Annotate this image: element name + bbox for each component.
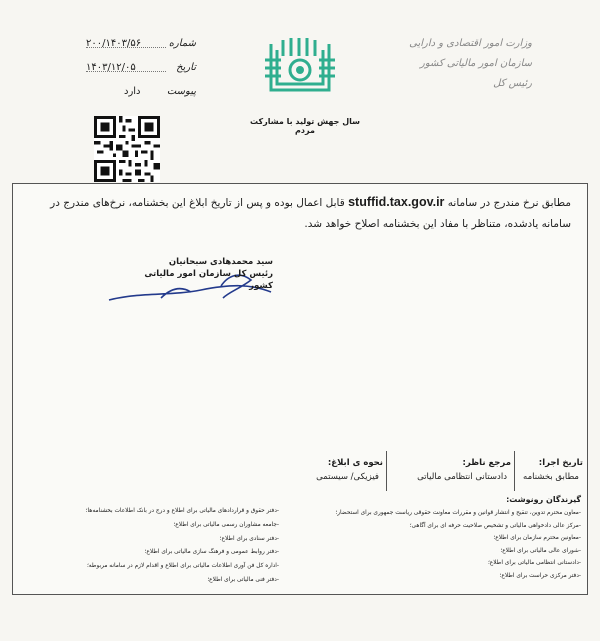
number-label: شماره bbox=[168, 38, 196, 49]
list-item: -مرکز عالی دادخواهی مالیاتی و تشخیص صلاحیت حرفه ای برای آگاهی؛ bbox=[409, 522, 581, 529]
execution-date-value: مطابق بخشنامه bbox=[523, 472, 579, 482]
date-value: ۱۴۰۳/۱۲/۰۵ bbox=[86, 62, 136, 73]
attachment-label: پیوست bbox=[166, 86, 196, 97]
execution-date-cell bbox=[514, 451, 587, 491]
attachment-value: دارد bbox=[124, 86, 141, 97]
stuffid-url: stuffid.tax.gov.ir bbox=[348, 195, 445, 209]
number-value: ۲۰۰/۱۴۰۳/۵۶ bbox=[86, 38, 142, 49]
list-item: -دفتر سنادی برای اطلاع؛ bbox=[219, 535, 279, 542]
supervising-authority-value: دادستانی انتظامی مالیاتی bbox=[417, 472, 507, 482]
signer-title: رئیس کل سازمان امور مالیاتی کشور bbox=[144, 269, 273, 291]
list-item: -شورای عالی مالیاتی برای اطلاع؛ bbox=[500, 547, 581, 554]
circular-info-table bbox=[12, 451, 588, 492]
list-item: -دفتر روابط عمومی و فرهنگ سازی مالیاتی برای اطلاع؛ bbox=[144, 549, 279, 556]
notification-method-value: فیزیکی/ سیستمی bbox=[316, 472, 379, 482]
org-line-ministry: وزارت امور اقتصادی و دارایی bbox=[409, 38, 532, 49]
organization-heading bbox=[382, 34, 532, 94]
list-item: -دادستانی انتظامی مالیاتی برای اطلاع؛ bbox=[487, 560, 581, 567]
body-text-after-url: قابل اعمال بوده و پس از تاریخ ابلاغ این بخشنامه، نرخ‌های مندرج در سامانه یادشده، متناظر با مفاد این بخشنامه اصلاح خواهد شد. bbox=[50, 197, 571, 230]
recipients-title: گیرندگان رونوشت: bbox=[506, 495, 581, 504]
list-item: -دفتر حقوق و قراردادهای مالیاتی برای اطلاع و درج در بانک اطلاعات بخشنامه‌ها؛ bbox=[85, 508, 279, 514]
letter-body bbox=[12, 183, 588, 453]
qr-code-icon bbox=[93, 116, 161, 182]
body-paragraph bbox=[23, 192, 571, 235]
org-line-head: رئیس کل bbox=[493, 78, 532, 89]
year-slogan: سال جهش تولید با مشارکت مردم bbox=[249, 117, 361, 135]
supervising-authority-label: مرجع ناظر: bbox=[462, 458, 511, 468]
list-item: -دفتر مرکزی حراست برای اطلاع؛ bbox=[499, 572, 581, 579]
notification-method-label: نحوه ی ابلاغ: bbox=[327, 458, 383, 468]
number-row bbox=[86, 38, 196, 52]
copy-recipients bbox=[12, 491, 588, 595]
org-line-organization: سازمان امور مالیاتی کشور bbox=[420, 58, 532, 69]
recipients-left-column bbox=[29, 505, 279, 588]
attachment-row bbox=[86, 86, 196, 100]
date-label: تاریخ bbox=[176, 62, 196, 73]
list-item: -اداره کل فن آوری اطلاعات مالیاتی برای اطلاع و اقدام لازم در سامانه مربوطه؛ bbox=[86, 563, 279, 570]
list-item: -معاون محترم تدوین، تنقیح و انتشار قوانین و مقررات معاونت حقوقی ریاست جمهوری برای استحضار؛ bbox=[335, 510, 581, 516]
tax-organization-emblem-icon bbox=[263, 36, 337, 98]
list-item: -معاونین محترم سازمان برای اطلاع؛ bbox=[493, 535, 581, 542]
execution-date-label: تاریخ اجرا: bbox=[538, 458, 583, 468]
notification-method-cell bbox=[13, 451, 387, 491]
signer-name: سید محمدهادی سبحانیان bbox=[168, 257, 273, 267]
signature-block bbox=[133, 256, 273, 292]
body-text-before-url: مطابق نرخ مندرج در سامانه bbox=[447, 197, 571, 209]
date-row bbox=[86, 62, 196, 76]
recipients-right-column bbox=[296, 507, 581, 583]
list-item: -دفتر فنی مالیاتی برای اطلاع؛ bbox=[207, 576, 279, 583]
list-item: -جامعه مشاوران رسمی مالیاتی برای اطلاع؛ bbox=[173, 521, 279, 528]
supervising-authority-cell bbox=[386, 451, 515, 491]
